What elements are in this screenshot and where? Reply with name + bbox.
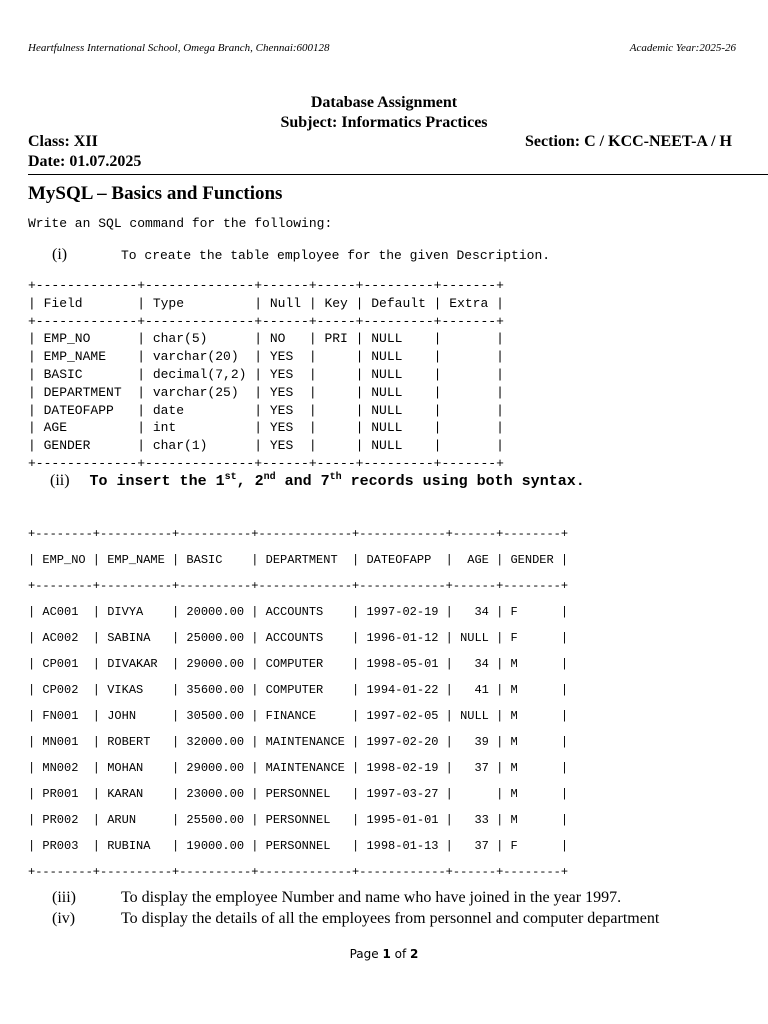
footer-of: of bbox=[390, 947, 411, 961]
question-2-number: (ii) bbox=[50, 472, 70, 489]
section-label: Section: C / KCC-NEET-A / H bbox=[525, 133, 732, 150]
footer-current-page: 1 bbox=[382, 947, 391, 961]
records-table-row: | AC002 | SABINA | 25000.00 | ACCOUNTS | 1996-01-12 | NULL | F | bbox=[28, 631, 569, 645]
question-1-text: To create the table employee for the given Description. bbox=[121, 248, 551, 263]
assignment-title: Database Assignment bbox=[310, 94, 458, 111]
academic-year: Academic Year:2025-26 bbox=[629, 42, 736, 54]
intro-text: Write an SQL command for the following: bbox=[28, 216, 333, 231]
question-2-text-c: and 7 bbox=[275, 473, 330, 490]
records-table-row: | MN002 | MOHAN | 29000.00 | MAINTENANCE | 1998-02-19 | 37 | M | bbox=[28, 761, 569, 775]
records-table-border: +--------+----------+----------+-------------+------------+------+--------+ bbox=[28, 579, 569, 593]
records-table bbox=[28, 521, 568, 885]
question-2-text-b: , 2 bbox=[236, 473, 264, 490]
structure-table bbox=[28, 277, 504, 473]
records-table-row: | PR003 | RUBINA | 19000.00 | PERSONNEL | 1998-01-13 | 37 | F | bbox=[28, 839, 569, 853]
question-2-text-d: records using both syntax. bbox=[341, 473, 585, 490]
records-table-row: | MN001 | ROBERT | 32000.00 | MAINTENANCE | 1997-02-20 | 39 | M | bbox=[28, 735, 569, 749]
structure-table-row: | GENDER | char(1) | YES | | NULL | | bbox=[28, 438, 504, 454]
records-table-border: +--------+----------+----------+-------------+------------+------+--------+ bbox=[28, 527, 569, 541]
records-table-row: | CP001 | DIVAKAR | 29000.00 | COMPUTER | 1998-05-01 | 34 | M | bbox=[28, 657, 569, 671]
question-2-sup-1: st bbox=[224, 472, 237, 483]
records-table-border: +--------+----------+----------+-------------+------------+------+--------+ bbox=[28, 865, 569, 879]
question-2-sup-2: nd bbox=[263, 472, 276, 483]
question-4-number: (iv) bbox=[52, 910, 76, 927]
section-heading: MySQL – Basics and Functions bbox=[28, 183, 283, 204]
structure-table-row: | DEPARTMENT | varchar(25) | YES | | NULL | | bbox=[28, 384, 504, 400]
records-table-row: | PR002 | ARUN | 25500.00 | PERSONNEL | 1995-01-01 | 33 | M | bbox=[28, 813, 569, 827]
question-2-text-a: To insert the 1 bbox=[89, 473, 225, 490]
records-table-row: | AC001 | DIVYA | 20000.00 | ACCOUNTS | 1997-02-19 | 34 | F | bbox=[28, 605, 569, 619]
structure-table-row: | DATEOFAPP | date | YES | | NULL | | bbox=[28, 402, 504, 418]
records-table-row: | CP002 | VIKAS | 35600.00 | COMPUTER | 1994-01-22 | 41 | M | bbox=[28, 683, 569, 697]
footer-prefix: Page bbox=[349, 947, 383, 961]
subject-title: Subject: Informatics Practices bbox=[280, 114, 488, 131]
structure-table-border: +-------------+--------------+------+-----+---------+-------+ bbox=[28, 278, 504, 293]
structure-table-header-row: | Field | Type | Null | Key | Default | Extra | bbox=[28, 295, 504, 311]
footer-total-pages: 2 bbox=[410, 947, 419, 961]
question-4-text: To display the details of all the employees from personnel and computer department bbox=[121, 910, 660, 927]
records-table-header-row: | EMP_NO | EMP_NAME | BASIC | DEPARTMENT | DATEOFAPP | AGE | GENDER | bbox=[28, 553, 569, 567]
structure-table-row: | BASIC | decimal(7,2) | YES | | NULL | | bbox=[28, 366, 504, 382]
page-footer bbox=[0, 947, 768, 961]
structure-table-row: | EMP_NO | char(5) | NO | PRI | NULL | | bbox=[28, 331, 504, 347]
structure-table-border: +-------------+--------------+------+-----+---------+-------+ bbox=[28, 313, 504, 329]
structure-table-border: +-------------+--------------+------+-----+---------+-------+ bbox=[28, 455, 504, 471]
class-label: Class: XII bbox=[28, 133, 98, 150]
structure-table-row: | AGE | int | YES | | NULL | | bbox=[28, 420, 504, 436]
date-label: Date: 01.07.2025 bbox=[28, 153, 142, 170]
structure-table-row: | EMP_NAME | varchar(20) | YES | | NULL | | bbox=[28, 349, 504, 365]
header-divider bbox=[28, 174, 768, 175]
question-3-number: (iii) bbox=[52, 889, 76, 906]
school-header: Heartfulness International School, Omega Branch, Chennai:600128 bbox=[28, 42, 330, 54]
records-table-row: | PR001 | KARAN | 23000.00 | PERSONNEL | 1997-03-27 | | M | bbox=[28, 787, 569, 801]
question-3-text: To display the employee Number and name who have joined in the year 1997. bbox=[121, 889, 622, 906]
question-2-sup-3: th bbox=[329, 472, 342, 483]
records-table-row: | FN001 | JOHN | 30500.00 | FINANCE | 1997-02-05 | NULL | M | bbox=[28, 709, 569, 723]
question-2 bbox=[50, 472, 585, 490]
question-1-number: (i) bbox=[52, 246, 68, 263]
